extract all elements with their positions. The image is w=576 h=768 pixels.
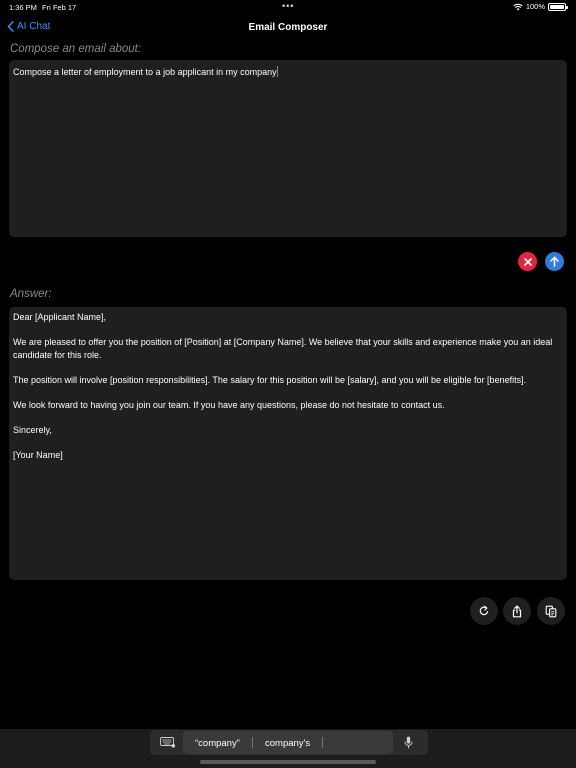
share-icon [511,605,523,618]
share-button[interactable] [503,597,531,625]
answer-signature: [Your Name] [13,449,63,460]
answer-text-area[interactable] [9,307,567,580]
nav-bar [0,14,576,42]
status-time: 1:36 PM [9,3,37,12]
suggestion-bar [150,730,428,755]
answer-greeting: Dear [Applicant Name], [13,312,107,322]
suggestion-item[interactable]: company's [265,738,311,749]
refresh-icon [478,605,490,617]
compose-prompt-input[interactable] [9,60,567,237]
status-bar [0,0,576,14]
copy-button[interactable] [537,597,565,625]
wifi-icon [513,3,523,11]
copy-icon [545,605,557,618]
predictive-suggestions [183,731,393,754]
text-cursor [277,66,279,77]
answer-paragraph-closing: We look forward to having you join our team. If you have any questions, please do not hesitate to contact us. [13,399,445,410]
keyboard-assistant-bar [0,729,576,768]
x-mark-icon [524,258,532,266]
battery-icon [548,3,566,11]
page-title: Email Composer [248,22,328,33]
suggestion-divider [322,737,323,748]
answer-signoff: Sincerely, [13,424,52,435]
status-right [513,2,566,11]
answer-paragraph-offer: We are pleased to offer you the position of [Position] at [Company Name]. We believe that your skills and experience make you an ideal candidate for this role. [13,337,553,360]
clear-button[interactable] [518,252,537,271]
microphone-icon[interactable] [404,736,413,749]
send-button[interactable] [545,252,564,271]
regenerate-button[interactable] [470,597,498,625]
suggestion-divider [252,737,253,748]
home-indicator[interactable] [200,760,376,764]
answer-label: Answer: [10,288,52,300]
compose-label: Compose an email about: [10,43,142,55]
keyboard-icon[interactable] [160,737,176,748]
multitasking-dots-icon[interactable]: ••• [282,1,295,11]
status-date: Fri Feb 17 [42,3,77,12]
compose-prompt-text: Compose a letter of employment to a job applicant in my company [13,67,277,77]
arrow-up-icon [550,256,559,267]
battery-percent: 100% [525,2,545,11]
suggestion-item[interactable]: “company” [195,738,240,749]
answer-paragraph-details: The position will involve [position responsibilities]. The salary for this position will be [salary], and you will be eligible for [benefits]. [13,374,527,385]
back-button-label: AI Chat [17,21,51,32]
